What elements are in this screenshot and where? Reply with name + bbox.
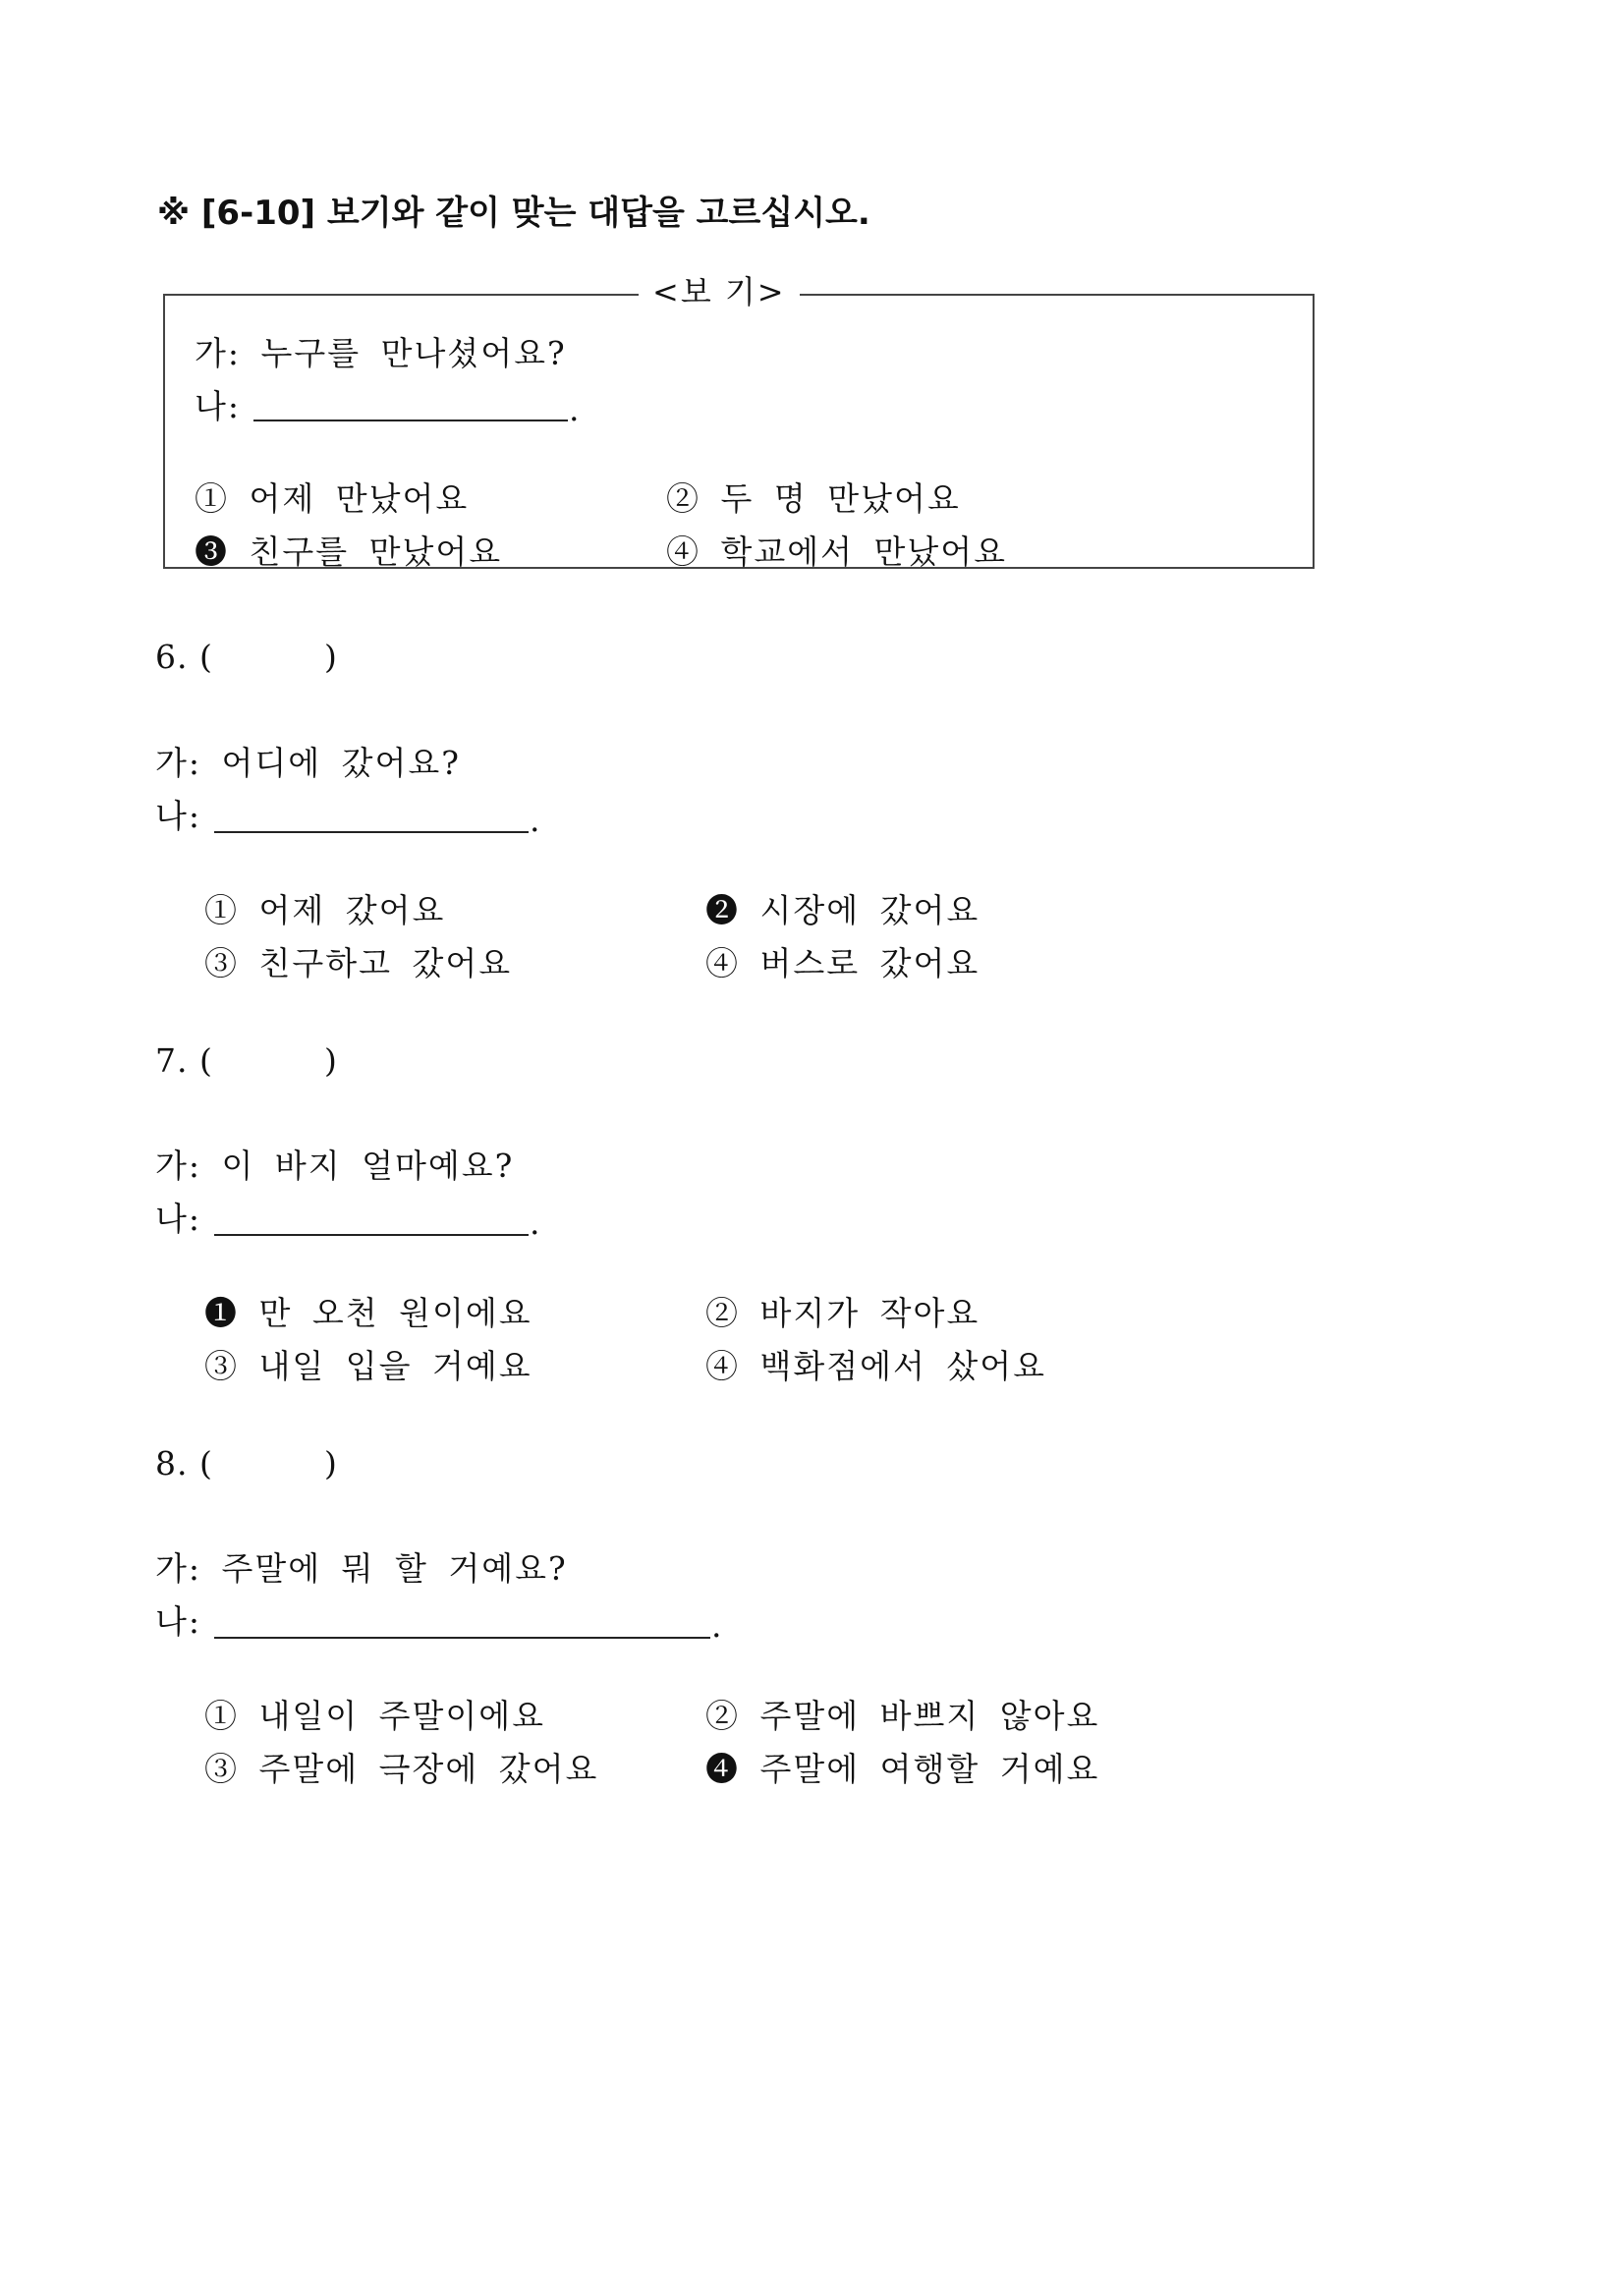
example-legend: <보 기> [639, 276, 800, 308]
option-text: 친구하고 갔어요 [258, 944, 513, 982]
example-option-3 [195, 532, 503, 571]
example-option-4 [666, 532, 1008, 571]
question-7-prompt: 가: 이 바지 얼마예요? [155, 1147, 515, 1185]
example-option-2 [666, 479, 961, 518]
option-text: 주말에 극장에 갔어요 [258, 1750, 599, 1788]
question-8-close: ) [324, 1444, 337, 1483]
question-7-close: ) [324, 1041, 337, 1080]
option-text: 시장에 갔어요 [759, 891, 980, 929]
question-8-answer-prefix: 나: [155, 1602, 201, 1641]
example-question: 가: 누구를 만나셨어요? [195, 334, 567, 372]
question-7-option-4[interactable] [705, 1347, 1047, 1385]
question-6-answer-blank [214, 831, 529, 833]
option-text: 학교에서 만났어요 [720, 532, 1008, 571]
option-marker: ③ [204, 1750, 239, 1788]
example-option-1 [195, 479, 470, 518]
option-marker: ② [666, 479, 700, 518]
question-8-option-2[interactable] [705, 1697, 1100, 1735]
option-marker: ④ [705, 1347, 740, 1385]
question-6-close: ) [324, 638, 337, 676]
option-text: 만 오천 원이에요 [258, 1294, 532, 1332]
instruction-heading: ※ [6-10] 보기와 같이 맞는 대답을 고르십시오. [157, 194, 870, 233]
option-text: 친구를 만났어요 [249, 532, 503, 571]
option-marker: ② [705, 1697, 740, 1735]
option-marker: ❸ [195, 532, 229, 571]
example-answer-blank [253, 420, 568, 421]
option-text: 백화점에서 샀어요 [759, 1347, 1047, 1385]
option-text: 버스로 갔어요 [759, 944, 980, 982]
question-6-answer-prefix: 나: [155, 797, 201, 835]
question-6-option-4[interactable] [705, 944, 980, 982]
option-marker: ③ [204, 944, 239, 982]
option-text: 어제 갔어요 [258, 891, 446, 929]
question-6-answer-suffix: . [530, 801, 540, 839]
option-marker: ❹ [705, 1750, 740, 1788]
option-marker: ① [204, 891, 239, 929]
question-7-option-2[interactable] [705, 1294, 980, 1332]
question-8-prompt: 가: 주말에 뭐 할 거예요? [155, 1549, 568, 1588]
question-7-answer-prefix: 나: [155, 1200, 201, 1238]
question-6-prompt: 가: 어디에 갔어요? [155, 744, 461, 782]
option-text: 어제 만났어요 [249, 479, 470, 518]
option-marker: ① [195, 479, 229, 518]
option-marker: ③ [204, 1347, 239, 1385]
option-marker: ② [705, 1294, 740, 1332]
option-text: 주말에 여행할 거예요 [759, 1750, 1100, 1788]
question-6-number: 6. ( [155, 638, 213, 676]
option-marker: ④ [666, 532, 700, 571]
option-text: 두 명 만났어요 [720, 479, 961, 518]
option-text: 바지가 작아요 [759, 1294, 980, 1332]
example-answer-prefix: 나: [195, 387, 241, 425]
question-8-option-4[interactable] [705, 1750, 1100, 1788]
question-6-option-3[interactable] [204, 944, 513, 982]
option-marker: ❷ [705, 891, 740, 929]
question-7-option-3[interactable] [204, 1347, 532, 1385]
question-8-answer-blank [214, 1637, 710, 1639]
option-text: 주말에 바쁘지 않아요 [759, 1697, 1100, 1735]
option-text: 내일 입을 거예요 [258, 1347, 532, 1385]
question-7-answer-blank [214, 1234, 529, 1236]
question-8-number: 8. ( [155, 1444, 213, 1483]
option-marker: ❶ [204, 1294, 239, 1332]
option-text: 내일이 주말이에요 [258, 1697, 546, 1735]
option-marker: ① [204, 1697, 239, 1735]
example-answer-suffix: . [569, 390, 580, 428]
option-marker: ④ [705, 944, 740, 982]
question-6-option-1[interactable] [204, 891, 446, 929]
question-7-answer-suffix: . [530, 1204, 540, 1242]
question-6-option-2[interactable] [705, 891, 980, 929]
question-7-number: 7. ( [155, 1041, 213, 1080]
question-8-option-1[interactable] [204, 1697, 546, 1735]
question-8-answer-suffix: . [711, 1606, 722, 1645]
question-8-option-3[interactable] [204, 1750, 599, 1788]
question-7-option-1[interactable] [204, 1294, 532, 1332]
